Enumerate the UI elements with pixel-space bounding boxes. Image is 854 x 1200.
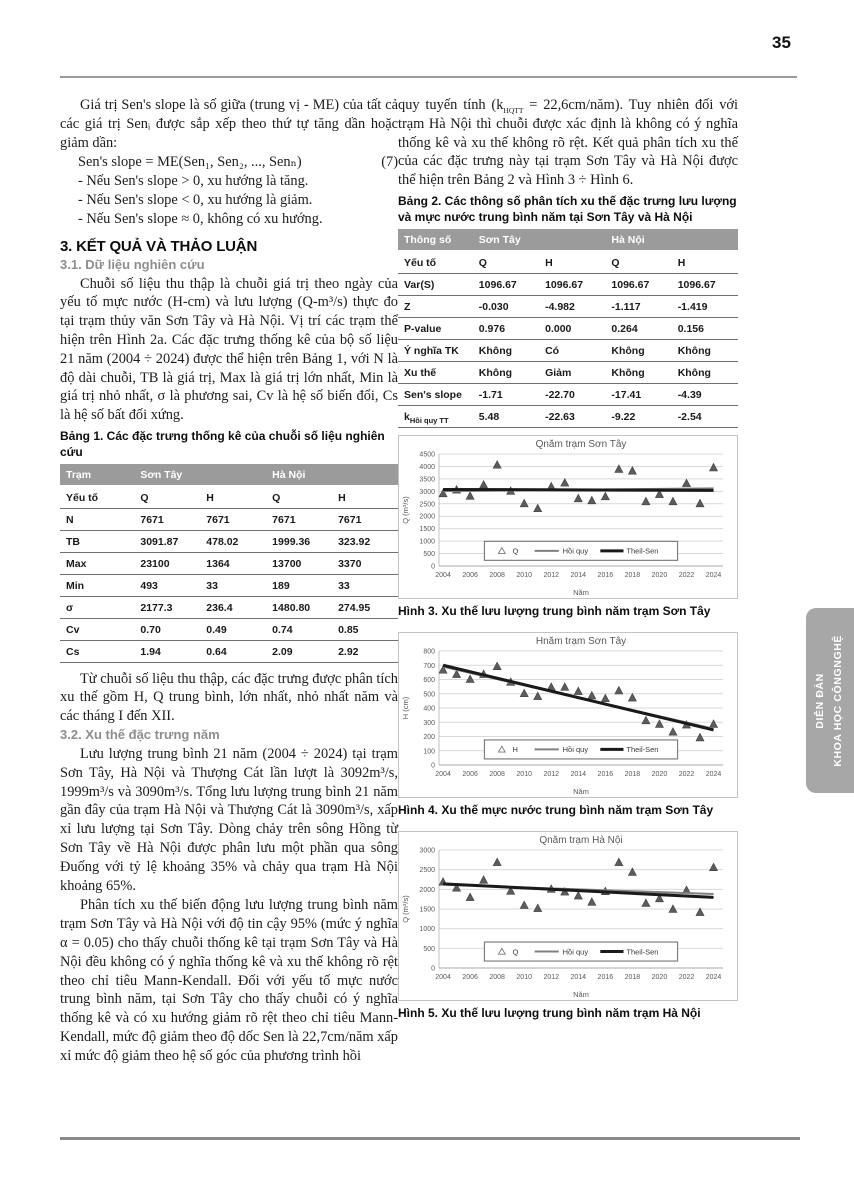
svg-text:200: 200	[423, 733, 435, 741]
svg-text:2006: 2006	[462, 973, 478, 981]
svg-text:2008: 2008	[489, 973, 505, 981]
table1-caption: Bảng 1. Các đặc trưng thống kê của chuỗi số liệu nghiên cứu	[60, 428, 385, 459]
table-cell: Xu thế	[398, 361, 473, 383]
table2-trend-parameters	[398, 229, 738, 428]
paragraph-characteristics: Từ chuỗi số liệu thu thập, các đặc trưng được phân tích xu thế gồm H, Q trung bình, lớn nhất, nhỏ nhất năm và các tháng I đến XII.	[60, 670, 398, 725]
svg-text:400: 400	[423, 705, 435, 713]
svg-text:2010: 2010	[516, 571, 532, 579]
table-cell: 1096.67	[539, 273, 605, 295]
section-heading-results: 3. KẾT QUẢ VÀ THẢO LUẬN	[60, 237, 258, 255]
svg-text:Theil-Sen: Theil-Sen	[626, 546, 659, 556]
svg-text:Theil-Sen: Theil-Sen	[626, 946, 659, 956]
figure-4-chart	[398, 632, 738, 798]
svg-text:1000: 1000	[419, 925, 435, 933]
side-tab-line2: KHOA HỌC CÔNGNGHỆ	[832, 634, 844, 767]
svg-text:2020: 2020	[651, 571, 668, 579]
table-cell: 1364	[200, 552, 266, 574]
svg-text:Năm: Năm	[573, 786, 589, 796]
table-cell: -9.22	[605, 405, 671, 427]
table-cell: -22.63	[539, 405, 605, 427]
table-cell: $k_{Hồi quy TT}$	[398, 405, 473, 427]
paragraph-trend-analysis-continued	[398, 96, 738, 190]
svg-text:2000: 2000	[419, 886, 435, 894]
table-cell: 7671	[266, 508, 332, 530]
table-cell: 0.976	[473, 317, 539, 339]
table-cell: 1480.80	[266, 596, 332, 618]
svg-text:Hnăm trạm Sơn Tây: Hnăm trạm Sơn Tây	[535, 635, 627, 647]
figure-5-caption: Hình 5. Xu thế lưu lượng trung bình năm trạm Hà Nội	[398, 1005, 701, 1020]
svg-text:2008: 2008	[489, 571, 505, 579]
svg-text:2012: 2012	[543, 571, 560, 579]
footer-rule	[60, 1137, 800, 1140]
svg-text:Theil-Sen: Theil-Sen	[626, 744, 659, 754]
svg-text:2012: 2012	[543, 770, 560, 778]
table-cell: -1.419	[672, 295, 738, 317]
svg-text:2004: 2004	[435, 770, 451, 778]
svg-text:3000: 3000	[419, 488, 435, 496]
figure-3-caption: Hình 3. Xu thế lưu lượng trung bình năm trạm Sơn Tây	[398, 603, 711, 618]
table-row	[398, 295, 738, 317]
svg-text:2500: 2500	[419, 866, 435, 874]
table-cell: Không	[672, 339, 738, 361]
svg-text:2004: 2004	[435, 973, 451, 981]
table-cell: 1096.67	[605, 273, 671, 295]
table-cell: Sen's slope	[398, 383, 473, 405]
table-cell: 33	[332, 574, 398, 596]
figure-3-chart	[398, 435, 738, 599]
table-cell: Q	[473, 251, 539, 274]
table-cell: 2177.3	[134, 596, 200, 618]
svg-text:2004: 2004	[435, 571, 451, 579]
svg-text:1500: 1500	[419, 525, 435, 533]
side-tab-line1: DIỄN ĐÀN	[814, 672, 827, 729]
table-cell: -1.71	[473, 383, 539, 405]
svg-text:2006: 2006	[462, 770, 478, 778]
table-row	[398, 383, 738, 405]
table-cell: Ý nghĩa TK	[398, 339, 473, 361]
svg-text:H: H	[512, 744, 518, 754]
header-rule	[60, 76, 797, 78]
table-cell: Q	[266, 486, 332, 509]
table-cell: Không	[473, 361, 539, 383]
table-row	[398, 405, 738, 427]
table-corner-cell: Thông số	[398, 229, 473, 251]
table-cell: Có	[539, 339, 605, 361]
svg-text:2014: 2014	[570, 770, 587, 778]
svg-text:1500: 1500	[419, 906, 435, 914]
table-cell: 2.92	[332, 640, 398, 662]
figure-4-caption: Hình 4. Xu thế mực nước trung bình năm trạm Sơn Tây	[398, 802, 714, 817]
equation-7-formula: Sen's slope = ME(Sen₁, Sen₂, ..., Senₙ)	[78, 154, 302, 171]
svg-text:2024: 2024	[705, 571, 722, 579]
table-cell: Không	[605, 361, 671, 383]
table2-caption: Bảng 2. Các thông số phân tích xu thế đặc trưng lưu lượng và mực nước trung bình năm tại Sơn Tây và Hà Nội	[398, 193, 737, 224]
svg-text:600: 600	[423, 676, 435, 684]
table-cell: -4.982	[539, 295, 605, 317]
table-cell: 0.49	[200, 618, 266, 640]
chart-svg	[399, 633, 735, 797]
table-cell: Không	[672, 361, 738, 383]
svg-text:500: 500	[423, 945, 435, 953]
table-row	[398, 361, 738, 383]
svg-text:0: 0	[431, 965, 435, 973]
rule-no-trend: - Nếu Sen's slope ≈ 0, không có xu hướng.	[78, 210, 323, 227]
table-cell: H	[200, 486, 266, 509]
table-cell: Cv	[60, 618, 134, 640]
table-cell: 236.4	[200, 596, 266, 618]
table-group-cell: Sơn Tây	[473, 229, 606, 251]
table-cell: Yếu tố	[60, 486, 134, 509]
paragraph-continued-pre: quy tuyến tính (k	[398, 97, 504, 113]
table-cell: 7671	[200, 508, 266, 530]
table-cell: 1096.67	[473, 273, 539, 295]
svg-text:2006: 2006	[462, 571, 478, 579]
subsection-heading-data: 3.1. Dữ liệu nghiên cứu	[60, 256, 205, 272]
svg-text:2020: 2020	[651, 770, 668, 778]
left-column	[60, 96, 398, 1067]
svg-text:Hồi quy: Hồi quy	[562, 546, 589, 556]
table-cell: 0.70	[134, 618, 200, 640]
chart-svg	[399, 436, 735, 598]
table-cell: Max	[60, 552, 134, 574]
svg-text:4000: 4000	[419, 463, 435, 471]
section-side-tab	[806, 608, 854, 793]
svg-text:2022: 2022	[678, 770, 695, 778]
svg-text:Năm: Năm	[573, 587, 589, 597]
table-row	[60, 618, 398, 640]
table-header-row	[60, 464, 398, 486]
table-group-cell: Hà Nội	[266, 464, 398, 486]
paragraph-data-description: Chuỗi số liệu thu thập là chuỗi giá trị theo ngày của yếu tố mực nước (H-cm) và lưu lượng (Q-m³/s) thực đo tại trạm thủy văn Sơn Tây và Hà Nội. Vị trí các trạm thể hiện trên Hình 2a. Các đặc trưng thống kê của bộ số liệu 21 năm (2004 ÷ 2024) được thể hiện trên Bảng 1, với N là độ dài chuỗi, TB là giá trị, Max là giá trị lớn nhất, Min là giá trị nhỏ nhất, σ là phương sai, Cv là hệ số biến đổi, Cs là hệ số bất đối xứng.	[60, 275, 398, 424]
table-group-cell: Hà Nội	[605, 229, 738, 251]
svg-text:500: 500	[423, 550, 435, 558]
table-cell: 1999.36	[266, 530, 332, 552]
subsection-heading-annual-trend: 3.2. Xu thế đặc trưng năm	[60, 727, 220, 742]
svg-text:2016: 2016	[597, 770, 614, 778]
paragraph-discharge-averages: Lưu lượng trung bình 21 năm (2004 ÷ 2024) tại trạm Sơn Tây, Hà Nội và Thượng Cát lần lượt là 3092m³/s, 1999m³/s và 3090m³/s. Tổng lưu lượng trung bình 21 năm gần đây của trạm Hà Nội và Thượng Cát là 3090m³/s, xấp xỉ lưu lượng tại Sơn Tây. Dòng chảy trên sông Hồng từ Sơn Tây về Hà Nội được phân lưu một phần qua sông Đuống với tỷ lệ khoảng 35% và chảy qua trạm Hà Nội khoảng 65%.	[60, 746, 398, 894]
table-cell: Cs	[60, 640, 134, 662]
table-cell: 1.94	[134, 640, 200, 662]
rule-decreasing: - Nếu Sen's slope < 0, xu hướng là giảm.	[78, 191, 313, 208]
svg-text:H (cm): H (cm)	[401, 696, 410, 719]
table-cell: 0.000	[539, 317, 605, 339]
table-row	[60, 574, 398, 596]
svg-text:2010: 2010	[516, 973, 532, 981]
table-cell: 189	[266, 574, 332, 596]
table-cell: 0.264	[605, 317, 671, 339]
svg-text:Qnăm trạm Sơn Tây: Qnăm trạm Sơn Tây	[535, 438, 627, 450]
svg-text:2022: 2022	[678, 973, 695, 981]
svg-text:2014: 2014	[570, 571, 587, 579]
table-cell: 0.64	[200, 640, 266, 662]
svg-text:2018: 2018	[624, 973, 641, 981]
svg-text:2024: 2024	[705, 973, 722, 981]
svg-text:Q: Q	[512, 546, 519, 556]
table-subheader-row	[60, 486, 398, 509]
table-group-cell: Sơn Tây	[134, 464, 266, 486]
svg-text:Q: Q	[512, 946, 519, 956]
svg-text:3500: 3500	[419, 476, 435, 484]
table-subheader-row	[398, 251, 738, 274]
table-cell: 2.09	[266, 640, 332, 662]
table1-statistics	[60, 464, 398, 663]
right-column	[398, 96, 738, 1034]
table-cell: 0.85	[332, 618, 398, 640]
table-cell: 33	[200, 574, 266, 596]
table-cell: 478.02	[200, 530, 266, 552]
table-cell: 493	[134, 574, 200, 596]
svg-text:4500: 4500	[419, 451, 435, 459]
svg-text:700: 700	[423, 662, 435, 670]
paragraph-sens-slope-def: Giá trị Sen's slope là số giữa (trung vị - ME) của tất cả các giá trị Senᵢ được sắp xếp theo thứ tự tăng dần hoặc giảm dần:	[60, 97, 398, 151]
table-cell: 23100	[134, 552, 200, 574]
table-row	[60, 596, 398, 618]
table-row	[398, 339, 738, 361]
table-cell: 3370	[332, 552, 398, 574]
equation-7	[60, 153, 398, 172]
table-cell: Giảm	[539, 361, 605, 383]
paragraph-continued-post: = 22,6cm/năm). Tuy nhiên đối với trạm Hà Nội thì chuỗi được xác định là không có ý nghĩa thống kê và xu thế không rõ rệt. Kết quả phân tích xu thế của các đặc trưng này tại trạm Sơn Tây và Hà Nội được thể hiện trên Bảng 2 và Hình 3 ÷ Hình 6.	[398, 97, 738, 189]
table-cell: -17.41	[605, 383, 671, 405]
svg-text:2018: 2018	[624, 571, 641, 579]
table-cell: Var(S)	[398, 273, 473, 295]
svg-text:Q (m³/s): Q (m³/s)	[401, 894, 410, 923]
table-header-row	[398, 229, 738, 251]
table-cell: 0.74	[266, 618, 332, 640]
table-cell: Q	[134, 486, 200, 509]
table-cell: Q	[605, 251, 671, 274]
section-side-tab-label	[812, 635, 848, 767]
svg-text:2014: 2014	[570, 973, 587, 981]
rule-increasing: - Nếu Sen's slope > 0, xu hướng là tăng.	[78, 173, 309, 190]
table-cell: H	[539, 251, 605, 274]
table-cell: Min	[60, 574, 134, 596]
table-cell: 7671	[332, 508, 398, 530]
svg-text:2500: 2500	[419, 500, 435, 508]
table-cell: N	[60, 508, 134, 530]
svg-text:100: 100	[423, 747, 435, 755]
svg-text:2016: 2016	[597, 571, 614, 579]
svg-text:2020: 2020	[651, 973, 668, 981]
table-row	[398, 317, 738, 339]
svg-text:Q (m³/s): Q (m³/s)	[401, 495, 410, 524]
table-cell: 7671	[134, 508, 200, 530]
svg-text:1000: 1000	[419, 538, 435, 546]
svg-text:500: 500	[423, 690, 435, 698]
sens-slope-rules	[60, 172, 398, 228]
table-corner-cell: Trạm	[60, 464, 134, 486]
table-cell: Yếu tố	[398, 251, 473, 274]
svg-text:2010: 2010	[516, 770, 532, 778]
table-cell: -22.70	[539, 383, 605, 405]
table-cell: P-value	[398, 317, 473, 339]
table-cell: Không	[605, 339, 671, 361]
table-cell: 323.92	[332, 530, 398, 552]
svg-text:3000: 3000	[419, 847, 435, 855]
svg-text:Năm: Năm	[573, 989, 589, 999]
svg-text:Hồi quy: Hồi quy	[562, 946, 589, 956]
svg-text:0: 0	[431, 563, 435, 571]
chart-svg	[399, 832, 735, 1000]
paragraph-trend-analysis: Phân tích xu thế biến động lưu lượng trung bình năm trạm Sơn Tây và Hà Nội với độ tin cậy 95% (mức ý nghĩa α = 0.05) cho thấy chuỗi thống kê tại trạm Sơn Tây và Hà Nội đều không có ý nghĩa thống kê và xu thế không rõ rệt theo chỉ tiêu Mann-Kendall. Đối với yếu tố mực nước trung bình năm, tại Sơn Tây cho thấy chuỗi có ý nghĩa thống kê và có xu hướng giảm rõ rệt theo chỉ tiêu Mann-Kendall, mức độ giảm theo độ dốc Sen là 22,7cm/năm xấp xỉ mức độ giảm theo hệ số góc của phương trình hồi	[60, 897, 398, 1064]
table-row	[60, 508, 398, 530]
table-cell: TB	[60, 530, 134, 552]
table-cell: -4.39	[672, 383, 738, 405]
svg-text:2012: 2012	[543, 973, 560, 981]
table-cell: H	[332, 486, 398, 509]
table-cell: Không	[473, 339, 539, 361]
table-cell: H	[672, 251, 738, 274]
table-cell: 13700	[266, 552, 332, 574]
table-cell: -0.030	[473, 295, 539, 317]
table-cell: 0.156	[672, 317, 738, 339]
svg-text:300: 300	[423, 719, 435, 727]
equation-7-number: (7)	[381, 154, 398, 171]
table-cell: Z	[398, 295, 473, 317]
svg-text:2018: 2018	[624, 770, 641, 778]
table-cell: σ	[60, 596, 134, 618]
svg-text:Qnăm trạm Hà Nội: Qnăm trạm Hà Nội	[539, 834, 623, 846]
svg-text:2000: 2000	[419, 513, 435, 521]
table-cell: 274.95	[332, 596, 398, 618]
table-cell: 5.48	[473, 405, 539, 427]
page-number: 35	[772, 33, 791, 52]
svg-text:2016: 2016	[597, 973, 614, 981]
table-cell: 3091.87	[134, 530, 200, 552]
table-row	[398, 273, 738, 295]
svg-text:0: 0	[431, 762, 435, 770]
table-row	[60, 640, 398, 662]
table-cell: 1096.67	[672, 273, 738, 295]
svg-text:2022: 2022	[678, 571, 695, 579]
table-row	[60, 530, 398, 552]
svg-text:800: 800	[423, 648, 435, 656]
table-cell: -1.117	[605, 295, 671, 317]
figure-5-chart	[398, 831, 738, 1001]
svg-text:2024: 2024	[705, 770, 722, 778]
svg-text:2008: 2008	[489, 770, 505, 778]
table-row	[60, 552, 398, 574]
table-cell: -2.54	[672, 405, 738, 427]
svg-text:Hồi quy: Hồi quy	[562, 744, 589, 754]
k-hqtt-subscript: HQTT	[503, 105, 524, 115]
